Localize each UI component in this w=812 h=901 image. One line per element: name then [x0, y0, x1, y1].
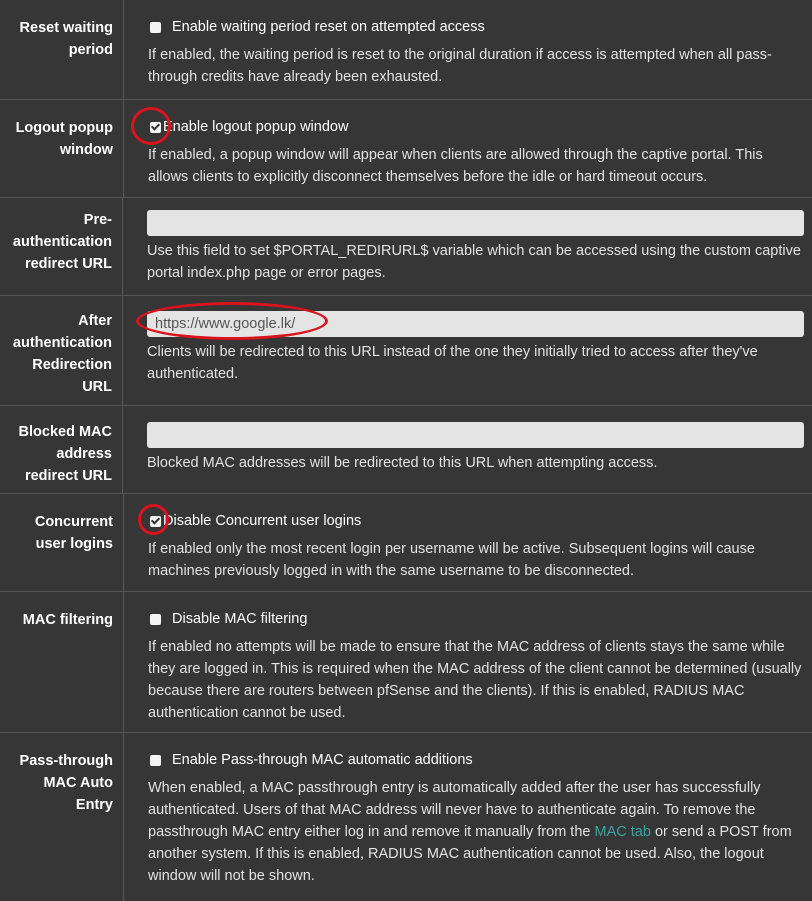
mac-filtering-checkbox-label[interactable]: Disable MAC filtering: [172, 611, 308, 627]
concurrent-logins-checkbox-label[interactable]: Disable Concurrent user logins: [163, 513, 362, 529]
passthrough-mac-help-text: When enabled, a MAC passthrough entry is automatically added after the user has successfully authenticated. Users of that MAC address will never have to authenticate again. To remove the passthrough MAC entry either log in and remove it manually from the: [148, 780, 761, 840]
label-mac-filtering: MAC filtering: [0, 592, 124, 732]
concurrent-logins-help: If enabled only the most recent login per username will be active. Subsequent logins will cause machines previously logged in with the same username to be disconnected.: [148, 541, 755, 579]
row-after-auth-redirect-url: [0, 295, 812, 405]
row-pre-auth-redirect-url: [0, 197, 812, 295]
logout-popup-help: If enabled, a popup window will appear when clients are allowed through the captive portal. This allows clients to explicitly disconnect themselves before the idle or hard timeout occurs.: [148, 147, 763, 185]
logout-popup-checkbox[interactable]: [150, 122, 161, 133]
row-logout-popup-window: [0, 99, 812, 197]
label-reset-waiting-period: Reset waiting period: [0, 0, 124, 99]
reset-waiting-period-help: If enabled, the waiting period is reset to the original duration if access is attempted when all pass-through credits have already been exhausted.: [148, 47, 772, 85]
blocked-mac-redirect-url-help: Blocked MAC addresses will be redirected to this URL when attempting access.: [147, 455, 658, 471]
row-concurrent-user-logins: [0, 493, 812, 591]
logout-popup-checkbox-label[interactable]: Enable logout popup window: [163, 119, 349, 135]
label-blocked-mac-redirect-url: Blocked MAC address redirect URL: [0, 406, 123, 493]
passthrough-mac-help-text-end: or send a POST from another system. If this is enabled, RADIUS MAC authentication cannot be used. Also, the logout window will not be shown.: [148, 824, 792, 884]
mac-filtering-checkbox[interactable]: [150, 614, 161, 625]
passthrough-mac-checkbox-label[interactable]: Enable Pass-through MAC automatic additions: [172, 752, 473, 768]
label-after-auth-redirect-url: After authentication Redirection URL: [0, 296, 123, 405]
pre-auth-redirect-url-help: Use this field to set $PORTAL_REDIRURL$ variable which can be accessed using the custom captive portal index.php page or error pages.: [147, 243, 801, 281]
passthrough-mac-help: [148, 777, 804, 887]
blocked-mac-redirect-url-input[interactable]: [147, 422, 804, 448]
label-concurrent-user-logins: Concurrent user logins: [0, 494, 124, 591]
reset-waiting-period-checkbox[interactable]: [150, 22, 161, 33]
row-mac-filtering: [0, 591, 812, 732]
mac-tab-link[interactable]: MAC tab: [594, 824, 651, 840]
label-pre-auth-redirect-url: Pre-authentication redirect URL: [0, 198, 123, 295]
concurrent-logins-checkbox[interactable]: [150, 516, 161, 527]
after-auth-redirect-url-help: Clients will be redirected to this URL instead of the one they initially tried to access after they've authenticated.: [147, 344, 758, 382]
row-blocked-mac-redirect-url: [0, 405, 812, 493]
reset-waiting-period-checkbox-label[interactable]: Enable waiting period reset on attempted access: [172, 19, 485, 35]
label-logout-popup-window: Logout popup window: [0, 100, 124, 197]
label-passthrough-mac-auto-entry: Pass-through MAC Auto Entry: [0, 733, 124, 901]
after-auth-redirect-url-input[interactable]: [147, 311, 804, 337]
passthrough-mac-checkbox[interactable]: [150, 755, 161, 766]
pre-auth-redirect-url-input[interactable]: [147, 210, 804, 236]
row-reset-waiting-period: [0, 0, 812, 99]
mac-filtering-help: If enabled no attempts will be made to ensure that the MAC address of clients stays the same while they are logged in. This is required when the MAC address of the client cannot be determined (usually because there are routers between pfSense and the clients). If this is enabled, RADIUS MAC authentication cannot be used.: [148, 639, 802, 721]
row-passthrough-mac-auto-entry: [0, 732, 812, 901]
